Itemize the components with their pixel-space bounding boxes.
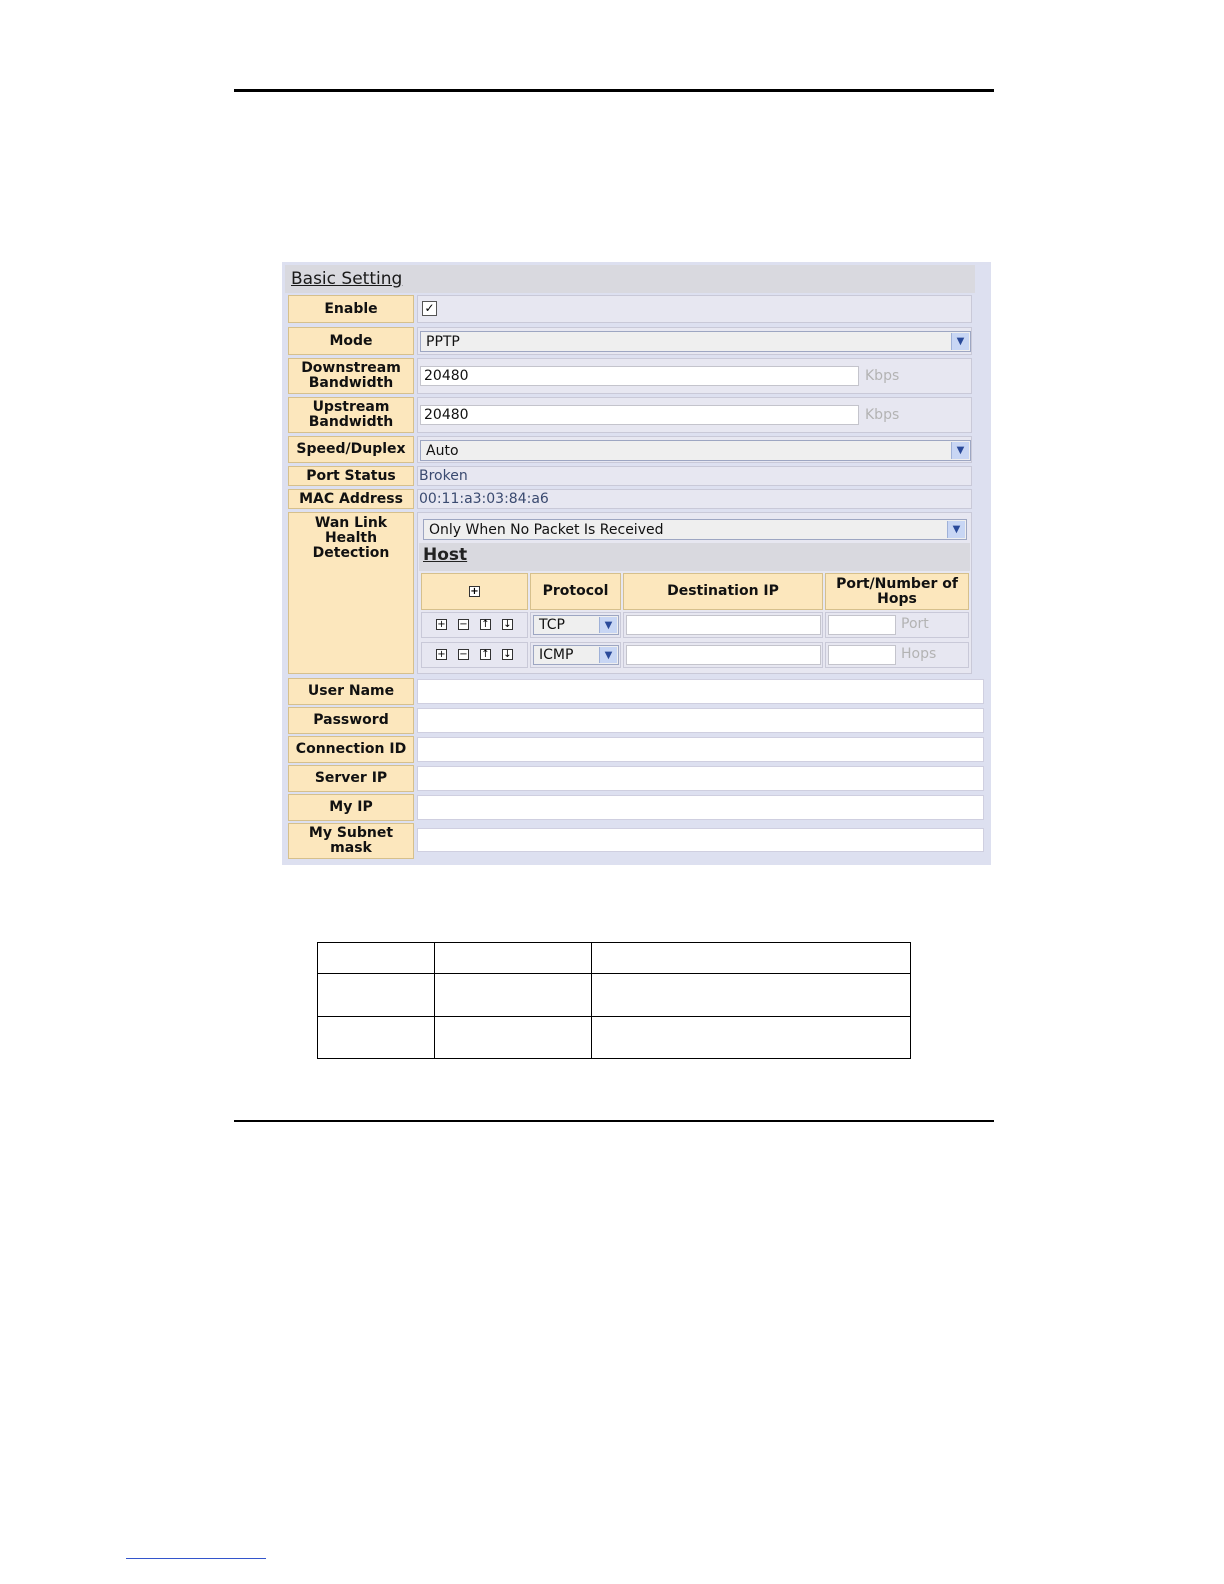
upstream-label: Upstream Bandwidth [288,397,414,433]
upstream-input[interactable]: 20480 [420,405,859,425]
host-row-port-cell [825,612,969,638]
arrow-down-box-icon[interactable]: ↓ [503,649,512,660]
password-input[interactable] [417,708,984,733]
host-title: Host [423,545,468,565]
upstream-cell [417,397,972,433]
mode-cell [417,327,972,355]
protocol-value: ICMP [539,647,574,663]
my-ip-input[interactable] [417,795,984,820]
enable-cell [417,295,972,323]
chevron-down-icon: ▼ [599,647,617,663]
password-label: Password [288,707,414,734]
chevron-down-icon: ▼ [947,521,965,538]
table-cell [435,1017,592,1059]
port-input[interactable] [828,615,896,635]
enable-checkbox[interactable]: ✓ [422,301,437,316]
host-title-bar [419,543,970,571]
protocol-value: TCP [539,617,565,633]
empty-table [317,942,911,1059]
host-row-actions [421,642,528,668]
arrow-up-box-icon[interactable]: ↑ [481,619,490,630]
upstream-unit: Kbps [865,407,900,423]
header-rule [234,89,994,92]
mac-address-cell [417,489,972,509]
protocol-header: Protocol [530,573,621,610]
basic-setting-panel [282,262,991,865]
host-add-header [421,573,528,610]
downstream-input[interactable]: 20480 [420,366,859,386]
host-row-protocol-cell [530,642,621,668]
host-row-actions [421,612,528,638]
destination-ip-input[interactable] [626,645,821,665]
speed-duplex-value: Auto [426,442,459,459]
user-name-label: User Name [288,678,414,705]
speed-duplex-select[interactable] [420,440,971,461]
downstream-cell [417,358,972,394]
table-cell [318,1017,435,1059]
subnet-mask-input[interactable] [417,828,984,852]
table-cell [318,943,435,974]
protocol-select[interactable] [533,645,619,665]
destination-ip-header: Destination IP [623,573,823,610]
table-cell [435,974,592,1017]
table-cell [592,974,911,1017]
hops-unit: Hops [901,646,937,662]
plus-box-icon[interactable]: + [437,649,446,660]
plus-box-icon[interactable]: + [470,586,479,597]
subnet-mask-label: My Subnet mask [288,823,414,859]
chevron-down-icon: ▼ [599,617,617,633]
table-cell [318,974,435,1017]
wan-link-label: Wan Link Health Detection [288,512,414,674]
wan-link-value: Only When No Packet Is Received [429,521,664,538]
footer-rule [234,1120,994,1122]
panel-title-bar [285,265,975,293]
protocol-select[interactable] [533,615,619,635]
hops-input[interactable] [828,645,896,665]
wan-link-select[interactable] [423,519,967,540]
downstream-unit: Kbps [865,368,900,384]
host-row-destination-cell [623,642,823,668]
host-row-protocol-cell [530,612,621,638]
table-cell [592,943,911,974]
chevron-down-icon: ▼ [951,333,969,350]
arrow-down-box-icon[interactable]: ↓ [503,619,512,630]
port-unit: Port [901,616,929,632]
panel-title: Basic Setting [291,269,403,289]
minus-box-icon[interactable]: − [459,619,468,630]
port-status-cell [417,466,972,486]
connection-id-input[interactable] [417,737,984,762]
footnote-rule [126,1558,266,1559]
downstream-label: Downstream Bandwidth [288,358,414,394]
port-hops-header: Port/Number of Hops [825,573,969,610]
table-cell [592,1017,911,1059]
table-cell [435,943,592,974]
server-ip-label: Server IP [288,765,414,792]
user-name-input[interactable] [417,679,984,704]
server-ip-input[interactable] [417,766,984,791]
mac-address-label: MAC Address [288,489,414,509]
host-row-destination-cell [623,612,823,638]
speed-duplex-label: Speed/Duplex [288,436,414,463]
mode-value: PPTP [426,333,460,350]
arrow-up-box-icon[interactable]: ↑ [481,649,490,660]
my-ip-label: My IP [288,794,414,821]
port-status-value: Broken [419,468,468,484]
mode-label: Mode [288,327,414,355]
destination-ip-input[interactable] [626,615,821,635]
enable-label: Enable [288,295,414,323]
speed-duplex-cell [417,436,972,463]
host-row-hops-cell [825,642,969,668]
mac-address-value: 00:11:a3:03:84:a6 [419,491,549,507]
chevron-down-icon: ▼ [951,442,969,459]
connection-id-label: Connection ID [288,736,414,763]
minus-box-icon[interactable]: − [459,649,468,660]
mode-select[interactable] [420,331,971,352]
port-status-label: Port Status [288,466,414,486]
plus-box-icon[interactable]: + [437,619,446,630]
